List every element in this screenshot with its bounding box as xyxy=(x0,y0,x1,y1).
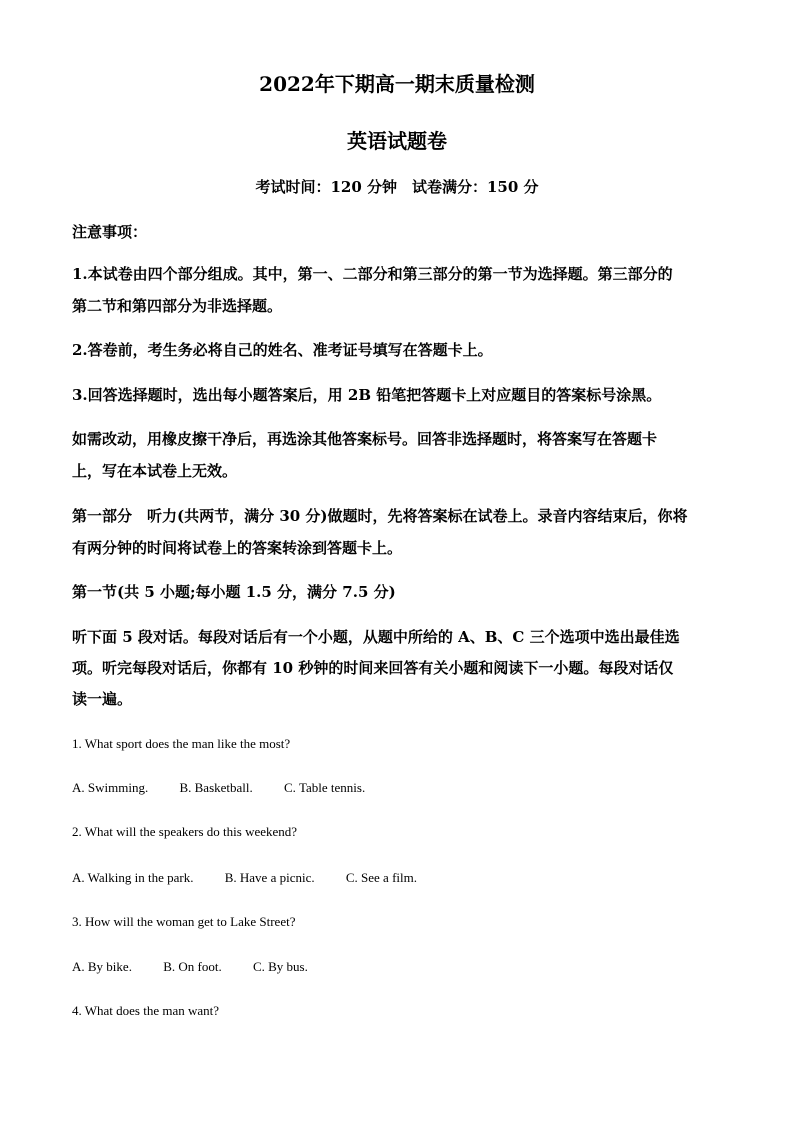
question-3-option-c: C. By bus. xyxy=(252,959,308,974)
note-item-3-continued-line-2: 上，写在本试卷上无效。 xyxy=(72,462,238,480)
directions-line-3: 读一遍。 xyxy=(72,690,133,708)
note-item-2: 2.答卷前，考生务必将自己的姓名、准考证号填写在答题卡上。 xyxy=(72,341,493,359)
question-3-option-a: A. By bike. xyxy=(72,959,132,974)
question-2-option-b: B. Have a picnic. xyxy=(224,870,315,885)
exam-title: 2022年下期高一期末质量检测 xyxy=(259,72,535,96)
directions-line-2: 项。听完每段对话后，你都有 10 秒钟的时间来回答有关小题和阅读下一小题。每段对话仅 xyxy=(72,659,674,677)
question-2-option-a: A. Walking in the park. xyxy=(72,870,194,885)
question-3-options xyxy=(72,958,722,976)
question-2-stem: 2. What will the speakers do this weekend? xyxy=(72,824,298,839)
question-3-option-b: B. On foot. xyxy=(163,959,222,974)
exam-subtitle: 英语试题卷 xyxy=(347,129,447,153)
directions-line-1: 听下面 5 段对话。每段对话后有一个小题，从题中所给的 A、B、C 三个选项中选出最佳选 xyxy=(72,628,680,646)
question-1-option-b: B. Basketball. xyxy=(179,780,253,795)
note-item-3: 3.回答选择题时，选出每小题答案后，用 2B 铅笔把答题卡上对应题目的答案标号涂黑。 xyxy=(72,386,662,404)
exam-info: 考试时间：120 分钟 试卷满分：150 分 xyxy=(255,178,539,196)
section1-title: 第一节(共 5 小题;每小题 1.5 分，满分 7.5 分) xyxy=(72,583,396,601)
question-3-stem: 3. How will the woman get to Lake Street? xyxy=(72,914,296,929)
part1-intro-line-1: 第一部分 听力(共两节，满分 30 分)做题时，先将答案标在试卷上。录音内容结束后，你将 xyxy=(72,507,688,525)
question-2-option-c: C. See a film. xyxy=(345,870,417,885)
part1-intro-line-2: 有两分钟的时间将试卷上的答案转涂到答题卡上。 xyxy=(72,539,403,557)
question-4-stem: 4. What does the man want? xyxy=(72,1003,220,1018)
question-1-options xyxy=(72,779,722,797)
note-item-1-line-1: 1.本试卷由四个部分组成。其中，第一、二部分和第三部分的第一节为选择题。第三部分的 xyxy=(72,265,673,283)
notes-heading: 注意事项： xyxy=(72,223,148,241)
question-2-options xyxy=(72,869,722,887)
question-1-option-c: C. Table tennis. xyxy=(284,780,366,795)
note-item-3-continued-line-1: 如需改动，用橡皮擦干净后，再选涂其他答案标号。回答非选择题时，将答案写在答题卡 xyxy=(72,430,658,448)
question-1-stem: 1. What sport does the man like the most? xyxy=(72,736,291,751)
note-item-1-line-2: 第二节和第四部分为非选择题。 xyxy=(72,297,283,315)
question-1-option-a: A. Swimming. xyxy=(72,780,149,795)
